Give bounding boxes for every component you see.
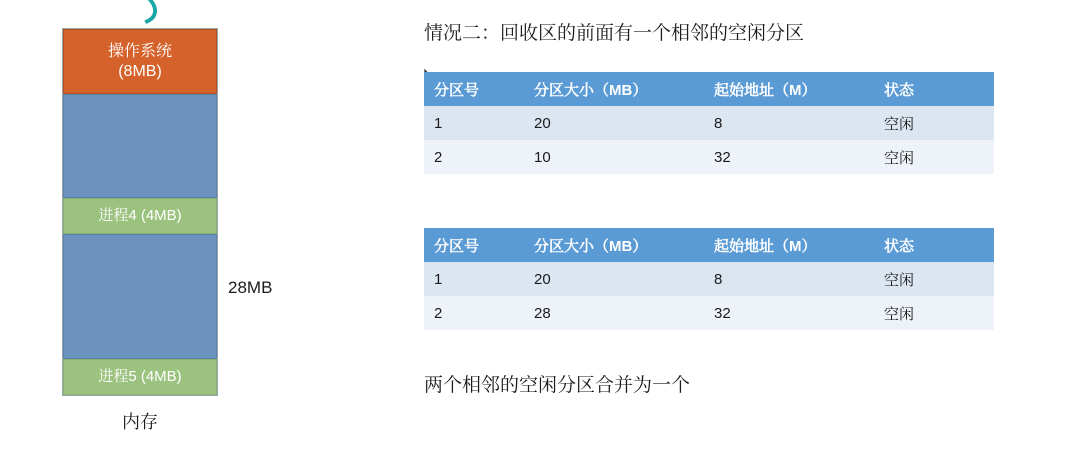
cell-partition-size: 10 xyxy=(524,140,704,174)
table-row xyxy=(424,140,994,174)
table-row xyxy=(424,296,994,330)
column-header-start-address: 起始地址（M） xyxy=(704,72,874,106)
cell-status: 空闲 xyxy=(874,106,994,140)
cell-partition-number: 2 xyxy=(424,140,524,174)
table-header-row xyxy=(424,72,994,106)
memory-block-label: 进程5 (4MB) xyxy=(98,367,182,385)
memory-caption: 内存 xyxy=(122,412,158,432)
explanation-panel xyxy=(420,0,1080,450)
memory-block-sublabel: (8MB) xyxy=(118,62,162,80)
table-header-row xyxy=(424,228,994,262)
cell-start-address: 8 xyxy=(704,262,874,296)
memory-block-process4 xyxy=(63,198,217,234)
memory-block-free-upper xyxy=(63,94,217,198)
memory-capacity-label: 28MB xyxy=(228,278,273,297)
column-header-partition-size: 分区大小（MB） xyxy=(524,72,704,106)
cell-status: 空闲 xyxy=(874,262,994,296)
case-title: 情况二：回收区的前面有一个相邻的空闲分区 xyxy=(424,23,805,44)
column-header-status: 状态 xyxy=(874,72,994,106)
column-header-start-address: 起始地址（M） xyxy=(704,228,874,262)
memory-block-process5 xyxy=(63,359,217,395)
merge-note: 两个相邻的空闲分区合并为一个 xyxy=(424,375,691,396)
column-header-partition-number: 分区号 xyxy=(424,228,524,262)
memory-diagram xyxy=(0,0,400,450)
cell-partition-size: 20 xyxy=(524,106,704,140)
column-header-partition-number: 分区号 xyxy=(424,72,524,106)
partition-table-before xyxy=(424,72,994,174)
cell-start-address: 32 xyxy=(704,140,874,174)
cell-start-address: 32 xyxy=(704,296,874,330)
cell-partition-number: 1 xyxy=(424,262,524,296)
column-header-status: 状态 xyxy=(874,228,994,262)
cell-partition-size: 20 xyxy=(524,262,704,296)
memory-block-label: 操作系统 xyxy=(107,42,172,60)
memory-block-operating-system xyxy=(63,29,217,94)
cell-status: 空闲 xyxy=(874,140,994,174)
column-header-partition-size: 分区大小（MB） xyxy=(524,228,704,262)
partition-table-after xyxy=(424,228,994,330)
cell-partition-number: 2 xyxy=(424,296,524,330)
cell-partition-number: 1 xyxy=(424,106,524,140)
cell-partition-size-merged: 28 xyxy=(524,296,704,330)
table-row xyxy=(424,262,994,296)
cell-start-address: 8 xyxy=(704,106,874,140)
table-row xyxy=(424,106,994,140)
memory-bar xyxy=(62,28,218,396)
cell-status: 空闲 xyxy=(874,296,994,330)
memory-block-free-lower xyxy=(63,234,217,359)
memory-block-label: 进程4 (4MB) xyxy=(98,206,182,224)
